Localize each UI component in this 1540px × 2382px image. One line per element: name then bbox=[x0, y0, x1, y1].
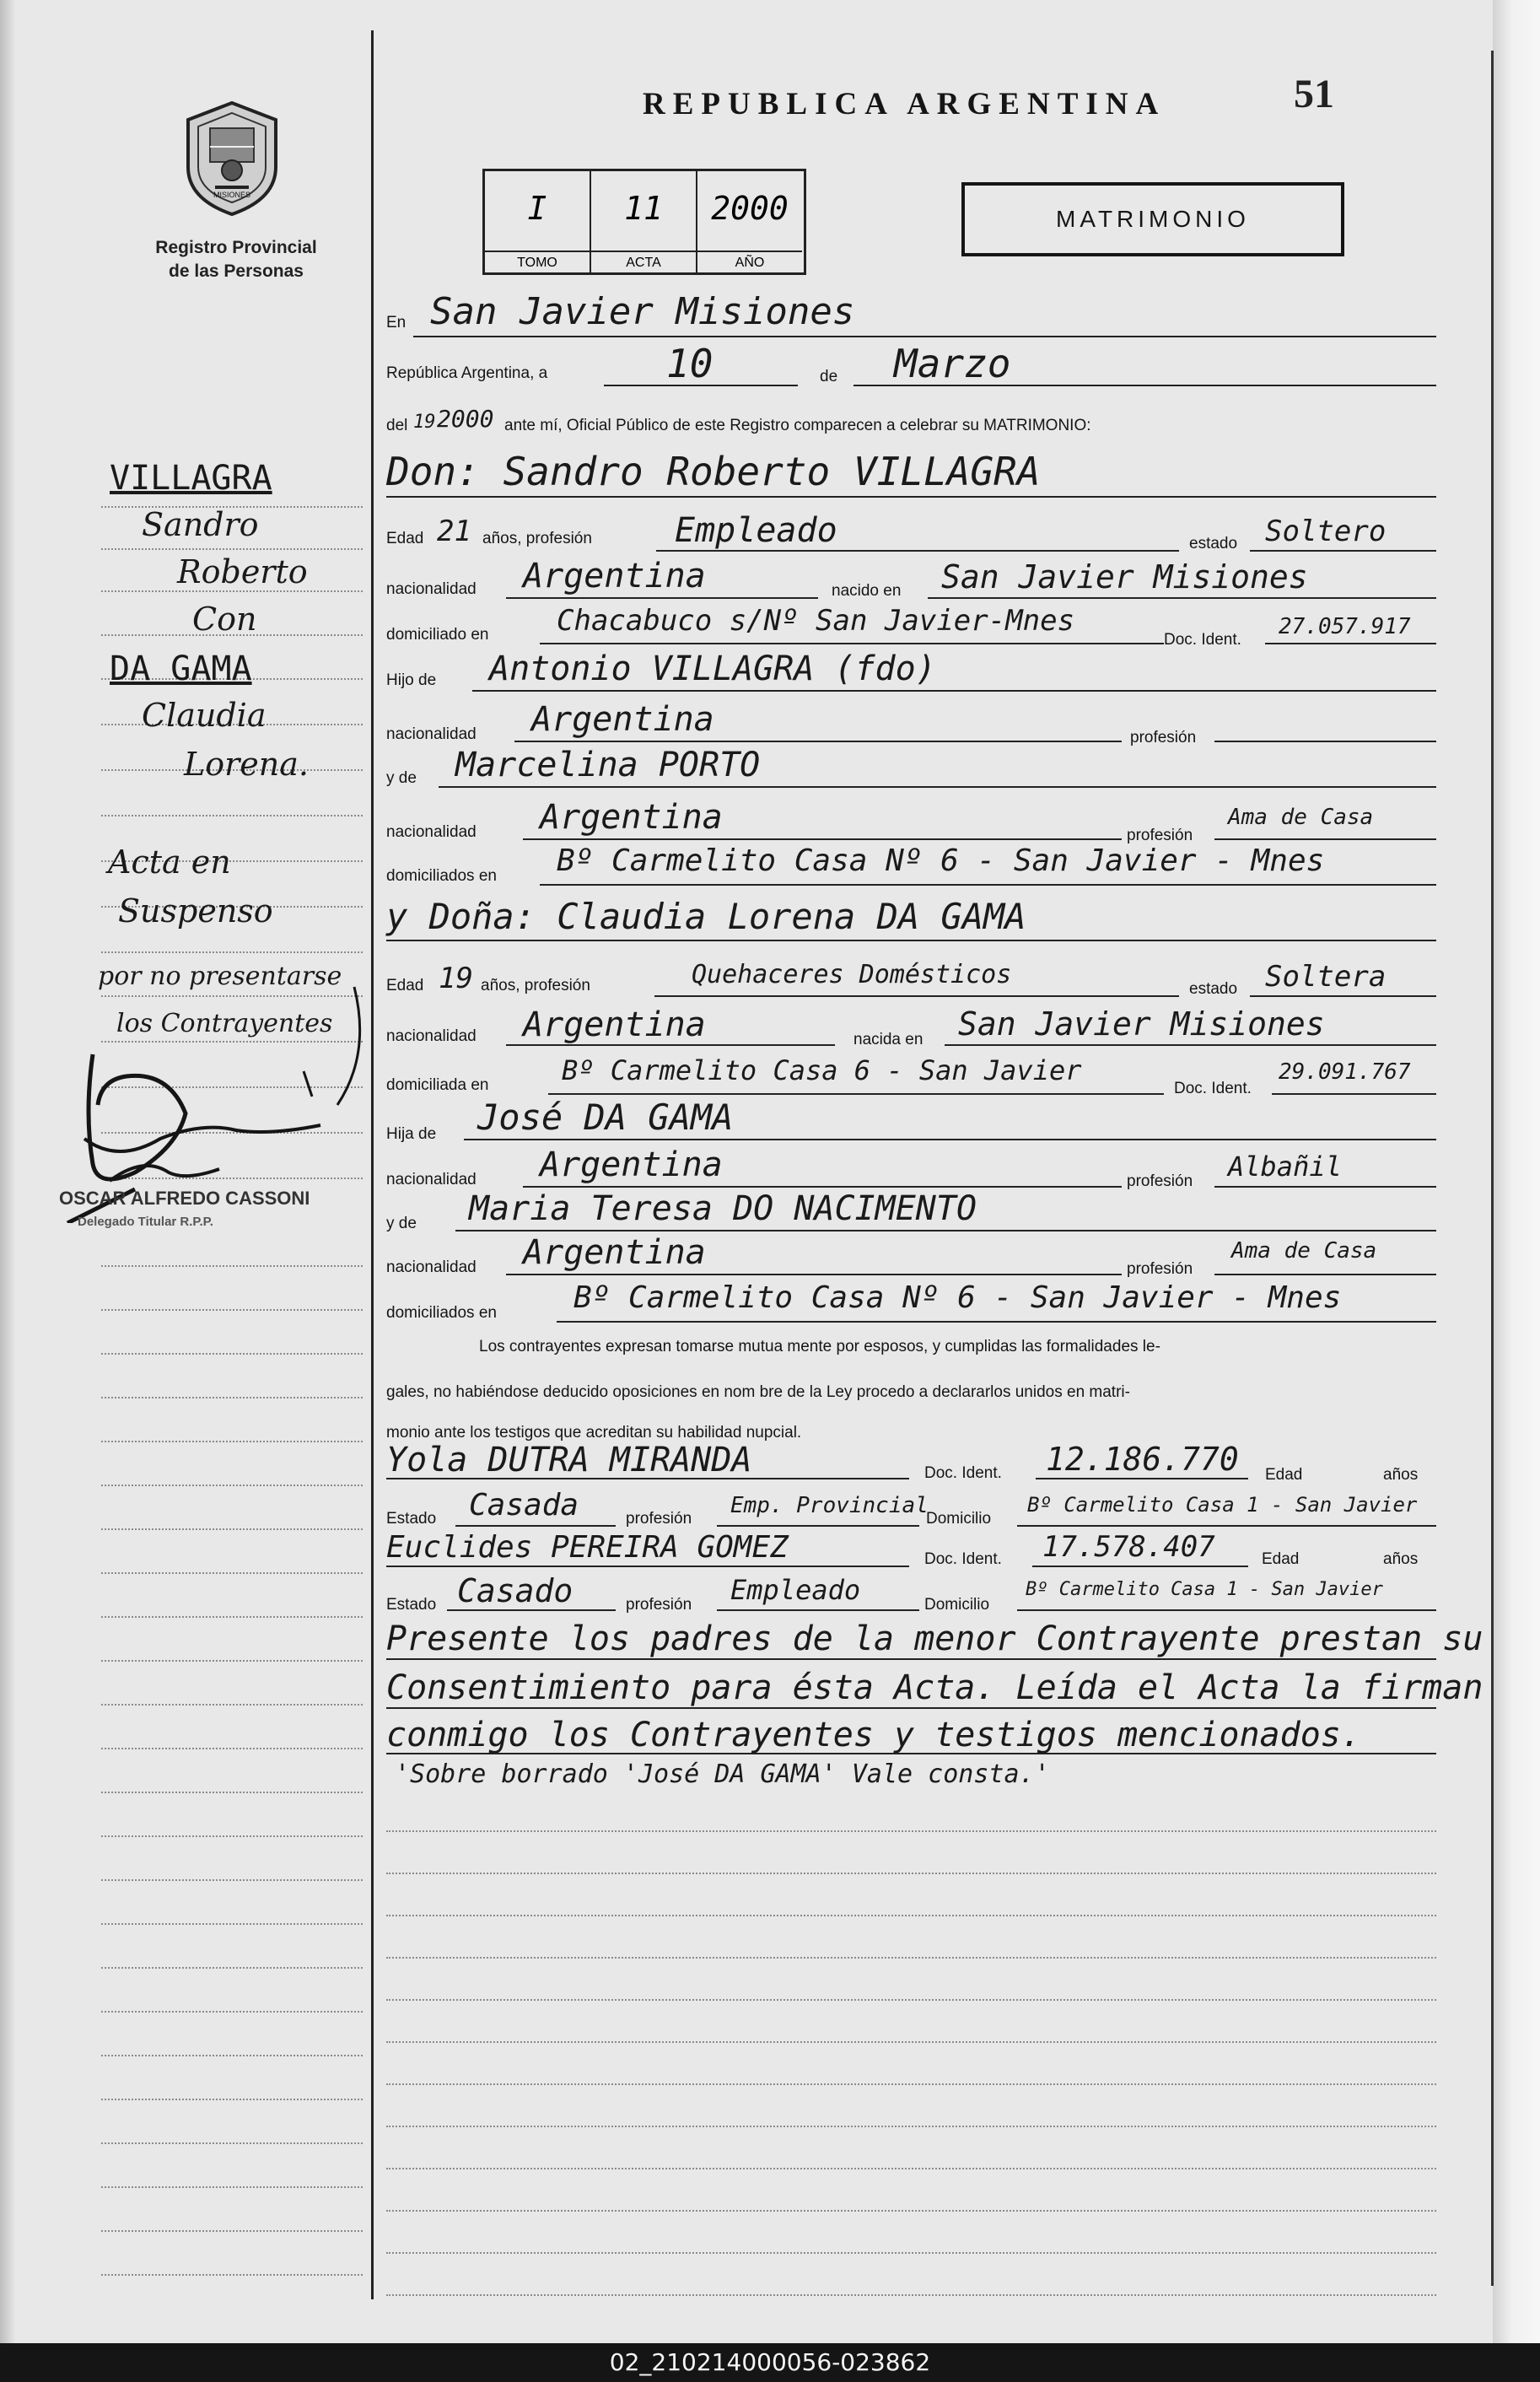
page-number: 51 bbox=[1294, 72, 1334, 116]
closing-note-line: 'Sobre borrado 'José DA GAMA' Vale consta.' bbox=[395, 1760, 1050, 1789]
bride-mother-nat-line bbox=[506, 1274, 1122, 1275]
closing-note-line: Consentimiento para ésta Acta. Leída el Acta la firman bbox=[386, 1668, 1483, 1707]
label-del: del bbox=[386, 417, 408, 434]
label-y-de: y de bbox=[386, 1215, 417, 1232]
label-nacionalidad: nacionalidad bbox=[386, 1171, 477, 1188]
blank-rule bbox=[386, 2041, 1436, 2043]
label-nacionalidad: nacionalidad bbox=[386, 1027, 477, 1045]
official-signature-icon bbox=[34, 970, 371, 1223]
groom-estado-line bbox=[1250, 550, 1436, 552]
label-estado: Estado bbox=[386, 1510, 437, 1528]
label-profesion: profesión bbox=[1127, 827, 1193, 844]
groom-father-prof-line bbox=[1214, 741, 1436, 742]
bride-father-prof-line bbox=[1214, 1186, 1436, 1188]
bride-parents-domicile: Bº Carmelito Casa Nº 6 - San Javier - Mnes bbox=[573, 1280, 1342, 1315]
witness2-name: Euclides PEREIRA GOMEZ bbox=[386, 1530, 789, 1565]
label-hija-de: Hija de bbox=[386, 1125, 437, 1143]
blank-rule bbox=[386, 1830, 1436, 1832]
margin-rule bbox=[101, 2142, 363, 2144]
tomo-cell bbox=[485, 171, 591, 272]
witness1-name-line bbox=[386, 1478, 909, 1479]
groom-father-nat: Argentina bbox=[531, 700, 714, 739]
label-y-de: y de bbox=[386, 769, 417, 787]
groom-father: Antonio VILLAGRA (fdo) bbox=[489, 649, 936, 688]
witness1-domicile-line bbox=[1017, 1525, 1436, 1527]
bride-domicile: Bº Carmelito Casa 6 - San Javier bbox=[562, 1054, 1082, 1086]
bride-father: José DA GAMA bbox=[477, 1097, 734, 1138]
closing-note-rule bbox=[386, 1658, 1436, 1660]
margin-rule bbox=[101, 1923, 363, 1925]
registry-box bbox=[482, 169, 806, 275]
acta-label: ACTA bbox=[591, 251, 696, 271]
groom-estado: Soltero bbox=[1265, 515, 1387, 548]
org-line: Registro Provincial bbox=[155, 238, 317, 257]
margin-rule bbox=[101, 1397, 363, 1398]
label-nacionalidad: nacionalidad bbox=[386, 1258, 477, 1276]
bride-nat-line bbox=[506, 1044, 835, 1046]
page-border-right bbox=[1491, 51, 1494, 2286]
tomo-label: TOMO bbox=[485, 251, 590, 271]
year-prefix: 19 bbox=[413, 412, 436, 433]
groom-doc: 27.057.917 bbox=[1279, 614, 1411, 639]
label-profesion: profesión bbox=[1130, 729, 1197, 746]
bride-doc-line bbox=[1272, 1093, 1436, 1095]
bride-father-prof: Albañil bbox=[1228, 1151, 1342, 1183]
bride-doc: 29.091.767 bbox=[1279, 1059, 1411, 1085]
blank-rule bbox=[386, 2126, 1436, 2127]
groom-mother-prof: Ama de Casa bbox=[1228, 805, 1374, 830]
margin-surname: VILLAGRA bbox=[110, 459, 272, 498]
bride-born-line bbox=[945, 1044, 1436, 1046]
act-type-box: MATRIMONIO bbox=[961, 182, 1344, 256]
groom-doc-line bbox=[1265, 643, 1436, 644]
blank-rule bbox=[386, 1999, 1436, 2001]
label-hijo-de: Hijo de bbox=[386, 671, 437, 689]
label-domicilio: Domicilio bbox=[924, 1596, 990, 1614]
label-domiciliado-en: domiciliado en bbox=[386, 626, 489, 644]
bride-parents-domicile-line bbox=[557, 1321, 1436, 1323]
label-estado: estado bbox=[1189, 980, 1238, 998]
org-line: de las Personas bbox=[169, 261, 304, 281]
label-doc-ident: Doc. Ident. bbox=[924, 1464, 1002, 1482]
margin-firstname: Sandro bbox=[142, 506, 259, 543]
witness1-domicile: Bº Carmelito Casa 1 - San Javier bbox=[1027, 1493, 1418, 1517]
registry-name bbox=[127, 236, 346, 283]
label-anos: años bbox=[1383, 1550, 1419, 1568]
blank-rule bbox=[386, 2083, 1436, 2085]
closing-note-line: Presente los padres de la menor Contrayente prestan su bbox=[386, 1619, 1483, 1658]
label-nacida-en: nacida en bbox=[853, 1031, 923, 1048]
day-value: 10 bbox=[666, 341, 713, 386]
margin-rule bbox=[101, 1265, 363, 1267]
year-value: 2000 bbox=[437, 405, 494, 433]
label-profesion: profesión bbox=[626, 1510, 692, 1528]
groom-nat-line bbox=[506, 597, 818, 599]
bride-line bbox=[386, 940, 1436, 941]
margin-rule bbox=[101, 548, 363, 550]
groom-mother: Marcelina PORTO bbox=[455, 746, 761, 784]
seal-text: MISIONES bbox=[213, 191, 251, 199]
official-stamp-title: Delegado Titular R.P.P. bbox=[78, 1215, 213, 1229]
margin-rule bbox=[101, 1704, 363, 1706]
margin-divider bbox=[371, 30, 374, 2299]
bride-mother: Maria Teresa DO NACIMENTO bbox=[469, 1189, 977, 1228]
blank-rule bbox=[386, 2252, 1436, 2254]
witness1-doc-line bbox=[1036, 1478, 1248, 1479]
label-nacionalidad: nacionalidad bbox=[386, 823, 477, 841]
margin-rule bbox=[101, 1485, 363, 1486]
formalities-line: Los contrayentes expresan tomarse mutua mente por esposos, y cumplidas las formalidades le- bbox=[479, 1338, 1160, 1355]
witness2-doc: 17.578.407 bbox=[1042, 1530, 1215, 1564]
witness2-domicile: Bº Carmelito Casa 1 - San Javier bbox=[1026, 1579, 1383, 1600]
ano-value: 2000 bbox=[711, 190, 789, 227]
place-value: San Javier Misiones bbox=[430, 290, 855, 333]
ano-label: AÑO bbox=[697, 251, 802, 271]
groom-nationality: Argentina bbox=[523, 557, 706, 596]
label-nacionalidad: nacionalidad bbox=[386, 725, 477, 743]
groom-prof-line bbox=[656, 550, 1179, 552]
label-edad: Edad bbox=[386, 977, 424, 994]
witness2-estado: Casado bbox=[457, 1572, 573, 1609]
groom-birthplace: San Javier Misiones bbox=[941, 558, 1308, 596]
groom-parents-domicile: Bº Carmelito Casa Nº 6 - San Javier - Mnes bbox=[557, 843, 1325, 878]
margin-con: Con bbox=[192, 601, 257, 638]
label-anos-profesion: años, profesión bbox=[481, 977, 590, 994]
label-anos: años bbox=[1383, 1466, 1419, 1484]
witness1-name: Yola DUTRA MIRANDA bbox=[386, 1441, 752, 1479]
margin-surname: DA GAMA bbox=[110, 649, 252, 688]
groom-mother-nat: Argentina bbox=[540, 798, 723, 837]
margin-rule bbox=[101, 1879, 363, 1881]
bride-age: 19 bbox=[439, 962, 473, 995]
margin-rule bbox=[101, 1572, 363, 1574]
intro-text: ante mí, Oficial Público de este Registro comparecen a celebrar su MATRIMONIO: bbox=[504, 417, 1091, 434]
bride-nationality: Argentina bbox=[523, 1005, 706, 1044]
label-profesion: profesión bbox=[1127, 1172, 1193, 1190]
label-doc-ident: Doc. Ident. bbox=[1174, 1080, 1252, 1097]
witness2-prof-line bbox=[717, 1609, 919, 1611]
bride-mother-prof-line bbox=[1214, 1274, 1436, 1275]
ano-cell bbox=[697, 171, 804, 272]
margin-annotation: los Contrayentes bbox=[116, 1009, 333, 1038]
groom-mother-nat-line bbox=[523, 838, 1122, 840]
blank-rule bbox=[386, 1873, 1436, 1874]
formalities-line: monio ante los testigos que acreditan su habilidad nupcial. bbox=[386, 1424, 802, 1442]
margin-rule bbox=[101, 590, 363, 592]
bride-prof-line bbox=[654, 995, 1179, 997]
tomo-value: I bbox=[527, 190, 547, 227]
bride-domicile-line bbox=[548, 1093, 1164, 1095]
margin-rule bbox=[101, 2055, 363, 2056]
blank-rule bbox=[386, 2168, 1436, 2169]
bride-estado-line bbox=[1250, 995, 1436, 997]
margin-rule bbox=[101, 1441, 363, 1442]
blank-rule bbox=[386, 1915, 1436, 1916]
official-stamp-name: OSCAR ALFREDO CASSONI bbox=[59, 1188, 310, 1209]
margin-rule bbox=[101, 951, 363, 953]
page-shadow-left bbox=[0, 0, 15, 2382]
witness2-domicile-line bbox=[1017, 1609, 1436, 1611]
label-estado: Estado bbox=[386, 1596, 437, 1614]
place-line bbox=[413, 336, 1436, 337]
margin-rule bbox=[101, 2230, 363, 2232]
groom-mother-line bbox=[439, 786, 1436, 788]
margin-firstname: Claudia bbox=[142, 697, 267, 734]
bride-father-line bbox=[464, 1139, 1436, 1140]
groom-line bbox=[386, 496, 1436, 498]
label-republica: República Argentina, a bbox=[386, 364, 548, 382]
label-nacido-en: nacido en bbox=[832, 582, 902, 600]
bride-father-nat-line bbox=[523, 1186, 1122, 1188]
provincial-seal-icon bbox=[181, 100, 283, 218]
groom-parents-domicile-line bbox=[540, 884, 1436, 886]
margin-rule bbox=[101, 1528, 363, 1530]
closing-note-line: conmigo los Contrayentes y testigos mencionados. bbox=[386, 1716, 1361, 1754]
blank-rule bbox=[386, 1957, 1436, 1959]
groom-name: Don: Sandro Roberto VILLAGRA bbox=[386, 449, 1041, 494]
bride-estado: Soltera bbox=[1265, 960, 1387, 994]
margin-rule bbox=[101, 1835, 363, 1837]
margin-middlename: Roberto bbox=[177, 553, 308, 590]
acta-value: 11 bbox=[624, 190, 663, 227]
groom-domicile-line bbox=[540, 643, 1164, 644]
groom-profession: Empleado bbox=[675, 511, 837, 550]
margin-rule bbox=[101, 815, 363, 816]
label-nacionalidad: nacionalidad bbox=[386, 580, 477, 598]
margin-rule bbox=[101, 2186, 363, 2188]
label-edad: Edad bbox=[1262, 1550, 1300, 1568]
bride-profession: Quehaceres Domésticos bbox=[692, 960, 1012, 989]
label-en: En bbox=[386, 314, 407, 331]
witness1-profession: Emp. Provincial bbox=[730, 1493, 929, 1518]
margin-annotation: por no presentarse bbox=[98, 962, 342, 991]
margin-annotation: Acta en bbox=[108, 843, 231, 881]
bride-father-nat: Argentina bbox=[540, 1145, 723, 1184]
page-edge-right bbox=[1493, 0, 1540, 2382]
bride-mother-prof: Ama de Casa bbox=[1231, 1238, 1377, 1264]
blank-rule bbox=[386, 2294, 1436, 2296]
blank-rule bbox=[386, 2210, 1436, 2212]
margin-rule bbox=[101, 2274, 363, 2276]
label-domicilio: Domicilio bbox=[926, 1510, 992, 1528]
file-id-footer: 02_210214000056-023862 bbox=[0, 2343, 1540, 2382]
witness1-prof-line bbox=[717, 1525, 919, 1527]
bride-name: y Doña: Claudia Lorena DA GAMA bbox=[386, 896, 1026, 937]
margin-rule bbox=[101, 1748, 363, 1749]
margin-rule bbox=[101, 1309, 363, 1311]
margin-middlename: Lorena. bbox=[184, 746, 309, 783]
witness1-doc: 12.186.770 bbox=[1046, 1441, 1239, 1478]
label-de: de bbox=[820, 368, 838, 385]
acta-cell bbox=[591, 171, 697, 272]
country-title: REPUBLICA ARGENTINA bbox=[643, 87, 1166, 121]
label-anos-profesion: años, profesión bbox=[482, 530, 592, 547]
witness2-profession: Empleado bbox=[730, 1574, 861, 1606]
bride-mother-nat: Argentina bbox=[523, 1233, 706, 1272]
margin-rule bbox=[101, 1616, 363, 1618]
witness1-estado: Casada bbox=[469, 1488, 579, 1522]
witness2-doc-line bbox=[1032, 1566, 1248, 1567]
label-doc-ident: Doc. Ident. bbox=[1164, 631, 1241, 649]
groom-father-line bbox=[472, 690, 1436, 692]
groom-mother-prof-line bbox=[1214, 838, 1436, 840]
groom-father-nat-line bbox=[514, 741, 1122, 742]
label-doc-ident: Doc. Ident. bbox=[924, 1550, 1002, 1568]
closing-note-rule bbox=[386, 1707, 1436, 1709]
month-value: Marzo bbox=[894, 341, 1011, 386]
witness2-estado-line bbox=[447, 1609, 616, 1611]
margin-rule bbox=[101, 2011, 363, 2013]
margin-rule bbox=[101, 2099, 363, 2100]
label-estado: estado bbox=[1189, 535, 1238, 552]
groom-age: 21 bbox=[437, 515, 471, 548]
bride-mother-line bbox=[455, 1230, 1436, 1231]
label-domiciliados-en: domiciliados en bbox=[386, 867, 497, 885]
label-edad: Edad bbox=[1265, 1466, 1303, 1484]
label-domiciliados-en: domiciliados en bbox=[386, 1304, 497, 1322]
label-domiciliada-en: domiciliada en bbox=[386, 1076, 489, 1094]
bride-birthplace: San Javier Misiones bbox=[958, 1005, 1325, 1043]
label-profesion: profesión bbox=[626, 1596, 692, 1614]
witness2-name-line bbox=[386, 1566, 909, 1567]
margin-rule bbox=[101, 1660, 363, 1662]
margin-annotation: Suspenso bbox=[118, 892, 273, 930]
margin-rule bbox=[101, 1967, 363, 1969]
label-edad: Edad bbox=[386, 530, 424, 547]
formalities-line: gales, no habiéndose deducido oposiciones en nom bre de la Ley procedo a declararlos unidos en matri- bbox=[386, 1383, 1130, 1401]
label-profesion: profesión bbox=[1127, 1260, 1193, 1278]
witness1-estado-line bbox=[455, 1525, 616, 1527]
margin-rule bbox=[101, 1792, 363, 1793]
groom-born-line bbox=[928, 597, 1436, 599]
margin-rule bbox=[101, 1353, 363, 1355]
groom-domicile: Chacabuco s/Nº San Javier-Mnes bbox=[557, 604, 1075, 638]
closing-note-rule bbox=[386, 1753, 1436, 1754]
